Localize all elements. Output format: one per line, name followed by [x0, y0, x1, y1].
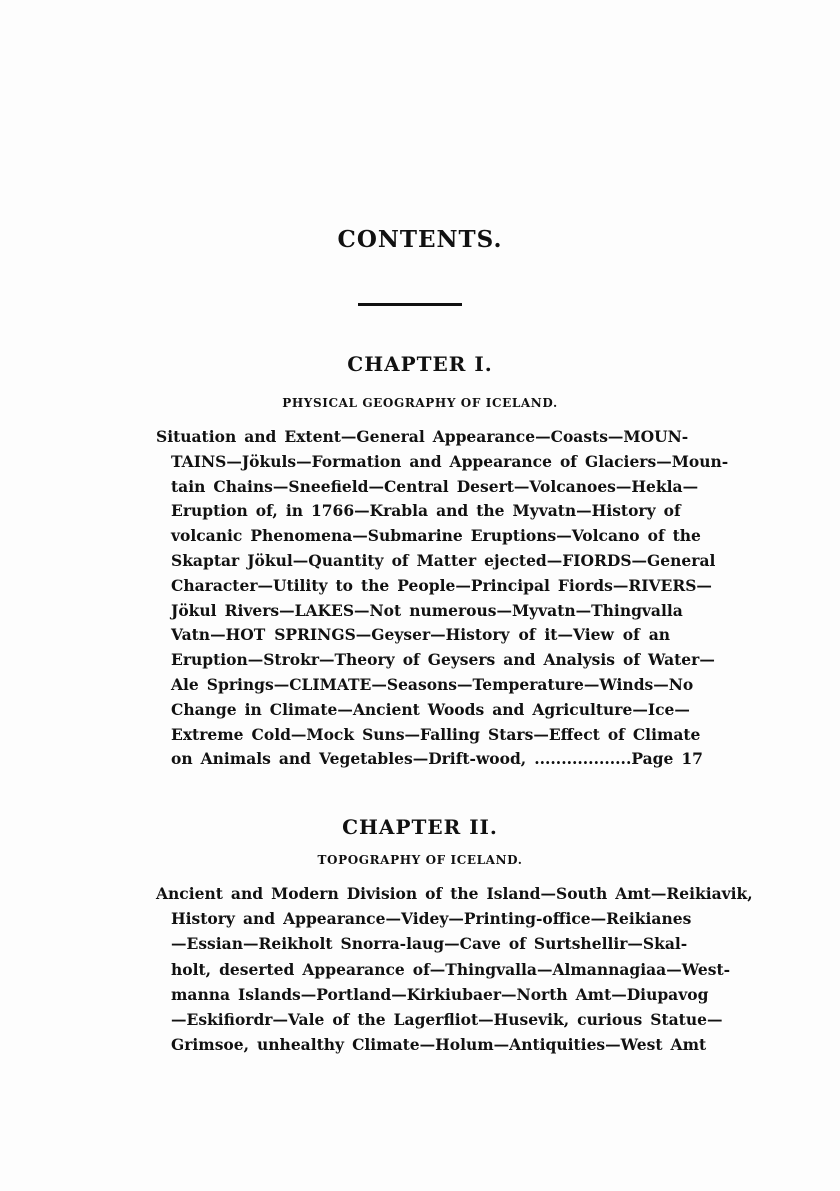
- summary-line: Jökul Rivers—LAKES—Not numerous—Myvatn—Thingvalla: [171, 600, 683, 620]
- summary-line: Extreme Cold—Mock Suns—Falling Stars—Effect of Climate: [171, 724, 701, 744]
- title-divider: [358, 303, 462, 306]
- summary-line: Character—Utility to the People—Principal Fiords—RIVERS—: [171, 575, 712, 595]
- chapter-2-title: CHAPTER II.: [342, 815, 498, 839]
- contents-title: CONTENTS.: [337, 226, 503, 253]
- summary-line: Ale Springs—CLIMATE—Seasons—Temperature—Winds—No: [171, 675, 694, 694]
- summary-line: Change in Climate—Ancient Woods and Agriculture—Ice—: [171, 699, 690, 719]
- summary-line: —Eskifiordr—Vale of the Lagerfliot—Husevik, curious Statue—: [171, 1010, 723, 1029]
- chapter-2-subtitle: TOPOGRAPHY OF ICELAND.: [317, 853, 523, 867]
- summary-line: on Animals and Vegetables—Drift-wood, ..................Page 17: [171, 749, 703, 769]
- summary-line: Vatn—HOT SPRINGS—Geyser—History of it—View of an: [171, 625, 670, 645]
- summary-line: manna Islands—Portland—Kirkiubaer—North Amt—Diupavog: [171, 984, 709, 1004]
- chapter-1-summary: [156, 427, 729, 777]
- summary-line: History and Appearance—Videy—Printing-office—Reikianes: [171, 909, 692, 929]
- summary-line: Ancient and Modern Division of the Island—South Amt—Reikiavik,: [156, 884, 753, 903]
- summary-line: Eruption—Strokr—Theory of Geysers and Analysis of Water—: [171, 650, 715, 670]
- summary-line: TAINS—Jökuls—Formation and Appearance of Glaciers—Moun-: [171, 451, 729, 471]
- summary-line: Grimsoe, unhealthy Climate—Holum—Antiquities—West Amt: [171, 1035, 707, 1055]
- summary-line: tain Chains—Sneefield—Central Desert—Volcanoes—Hekla—: [171, 476, 699, 496]
- chapter-2-summary: [156, 884, 753, 1064]
- summary-line: Eruption of, in 1766—Krabla and the Myvatn—History of: [171, 501, 681, 521]
- summary-line: Situation and Extent—General Appearance—Coasts—MOUN-: [156, 427, 689, 446]
- summary-line: —Essian—Reikholt Snorra-laug—Cave of Surtshellir—Skal-: [171, 934, 688, 954]
- chapter-1-subtitle: PHYSICAL GEOGRAPHY OF ICELAND.: [282, 396, 558, 410]
- chapter-1-title: CHAPTER I.: [347, 352, 493, 376]
- summary-line: holt, deserted Appearance of—Thingvalla—Almannagiaa—West-: [171, 959, 731, 979]
- summary-line: volcanic Phenomena—Submarine Eruptions—Volcano of the: [171, 526, 701, 546]
- summary-line: Skaptar Jökul—Quantity of Matter ejected—FIORDS—General: [171, 551, 716, 570]
